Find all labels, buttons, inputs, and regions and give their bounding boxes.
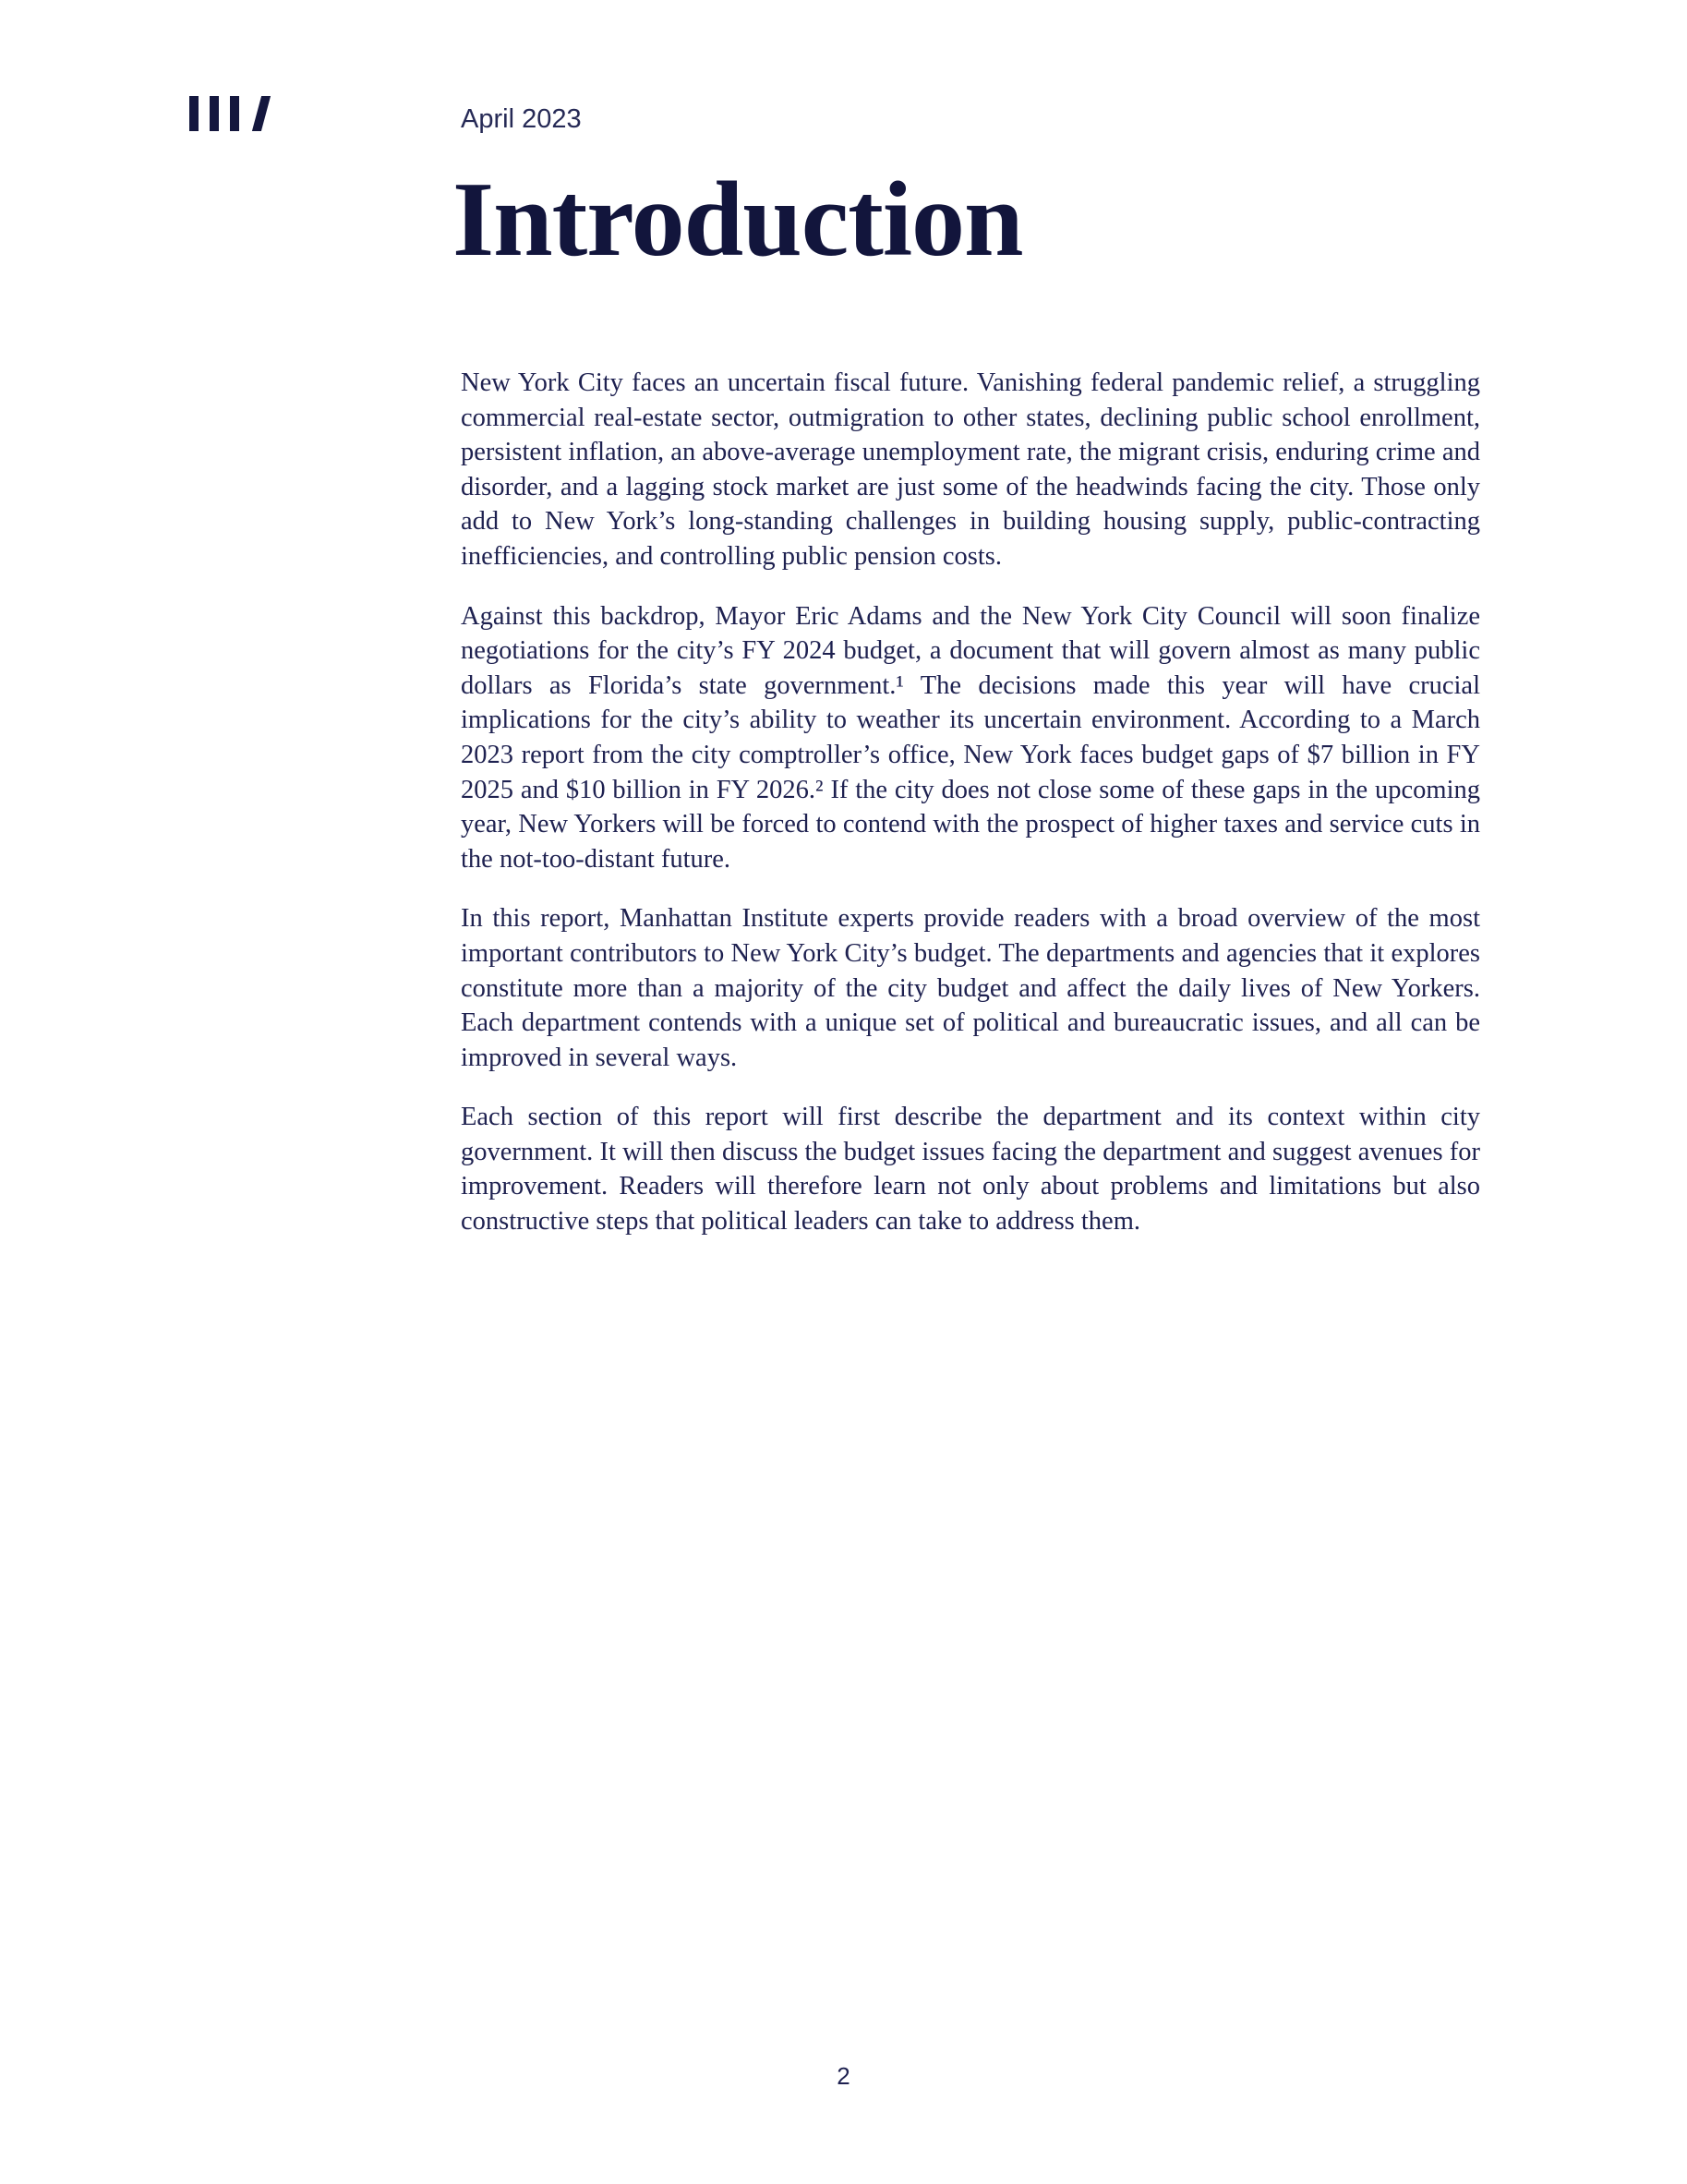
paragraph-2: Against this backdrop, Mayor Eric Adams and the New York City Council will soon finalize negotiations for the city’s FY 2024 budget, a document that will govern almost as many public dollars as Florida’s state government.¹ The decisions made this year will have crucial implications for the city’s ability to weather its uncertain environment. According to a March 2023 report from the city comptroller’s office, New York faces budget gaps of $7 billion in FY 2025 and $10 billion in FY 2026.² If the city does not close some of these gaps in the upcoming year, New Yorkers will be forced to contend with the prospect of higher taxes and service cuts in the not-too-distant future. [461,601,1480,874]
logo-bar-icon [230,96,239,131]
paragraph-1: New York City faces an uncertain fiscal future. Vanishing federal pandemic relief, a struggling commercial real-estate sector, outmigration to other states, declining public school enrollment, persistent inflation, an above-average unemployment rate, the migrant crisis, enduring crime and disorder, and a lagging stock market are just some of the headwinds facing the city. Those only add to New York’s long-standing challenges in building housing supply, public-contracting inefficiencies, and controlling public pension costs. [461,368,1480,571]
logo-slash-icon [252,96,271,131]
paragraph-4: Each section of this report will first describe the department and its context within city government. It will then discuss the budget issues facing the department and suggest avenues for improvement. Readers will therefore learn not only about problems and limitations but also constructive steps that political leaders can take to address them. [461,1103,1480,1237]
page-number: 2 [837,2062,850,2090]
logo-bar-icon [210,96,219,131]
page-title: Introduction [452,161,1023,279]
issue-date: April 2023 [461,104,582,134]
logo-bar-icon [189,96,199,131]
manhattan-institute-logo-icon [189,96,266,131]
paragraph-3: In this report, Manhattan Institute experts provide readers with a broad overview of the most important contributors to New York City’s budget. The departments and agencies that it explores constitute more than a majority of the city budget and affect the daily lives of New Yorkers. Each department contends with a unique set of political and bureaucratic issues, and all can be improved in several ways. [461,904,1480,1072]
body-text [461,366,1480,1264]
